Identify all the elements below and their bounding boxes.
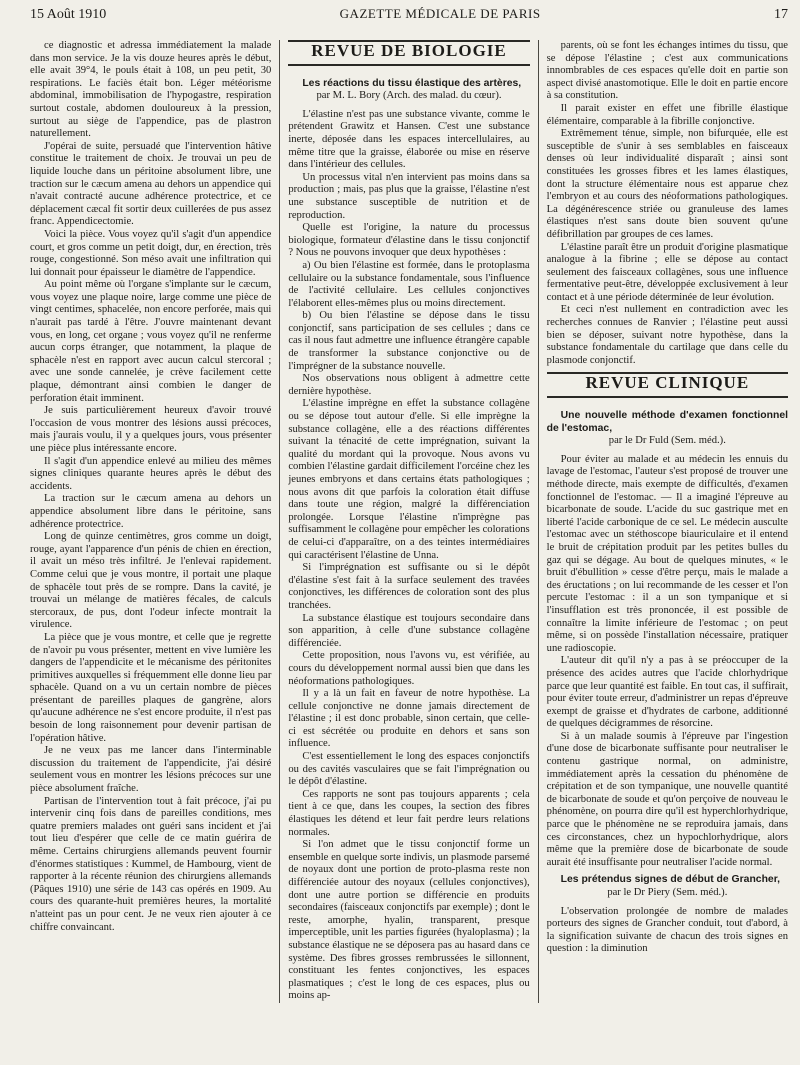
- article-title: Les réactions du tissu élastique des artères,: [302, 77, 522, 89]
- paragraph: L'observation prolongée de nombre de malades porteurs des signes de Grancher conduit, tout d'abord, à la signification suivante de chacun des trois signes en question : la diminution: [546, 905, 788, 955]
- article-body: [547, 906, 788, 956]
- paragraph: Un processus vital n'en intervient pas moins dans sa production ; mais, pas plus que la graisse, l'élastine n'est une substance susceptible de nutrition et de reproduction.: [288, 171, 530, 221]
- issue-date: 15 Août 1910: [30, 7, 107, 22]
- journal-title: GAZETTE MÉDICALE DE PARIS: [339, 6, 541, 21]
- paragraph: L'élastine n'est pas une substance vivante, comme le prétendent Grawitz et Hansen. C'est une substance inerte, déposée dans les espaces intercellulaires, au même titre que la graisse, élaborée ou mise en réserve dans l'intérieur des cellules.: [288, 108, 530, 171]
- column-divider: [279, 40, 280, 1003]
- section-header-biologie: [288, 40, 529, 66]
- page-number: 17: [773, 7, 788, 22]
- paragraph: ce diagnostic et adressa immédiatement la malade dans mon service. Je la vis douze heures après le début, elle avait 39°4, le pouls était à 108, un peu petit, 30 respirations. Le faciès était bon. Léger météorisme abdominal, immobilisation de l'hypogastre, respiration surtout costale, abdomen douloureux à la pression, surtout au siège de l'appendice, pas de plastron naturellement.: [30, 40, 272, 140]
- column-2: [288, 40, 529, 1003]
- paragraph: Si l'imprégnation est suffisante ou si le dépôt d'élastine s'est fait à la surface seulement des travées conjonctives, les différences de coloration sont des plus tranchées.: [288, 562, 530, 611]
- paragraph: Cette proposition, nous l'avons vu, est vérifiée, au cours du développement normal aussi bien que dans les néoformations pathologiques.: [288, 650, 530, 687]
- paragraph: Et ceci n'est nullement en contradiction avec les recherches connues de Ranvier ; l'élastine peut aussi bien se déposer, suivant notre hypothèse, dans la substance fondamentale du cartilage que dans celle du plasmode conjonctif.: [546, 304, 788, 366]
- article-byline: par le Dr Fuld (Sem. méd.).: [608, 435, 726, 447]
- column-divider: [538, 40, 539, 1003]
- paragraph: Si l'on admet que le tissu conjonctif forme un ensemble en quelque sorte indivis, un plasmode parsemé de noyaux dont une portion de proto-plasma reste non différenciée autour des noyaux (cellules conjonctives), dont une autre portion se différencie en produits secondaires (faisceaux conjonctifs par exemple) ; dont le reste, amorphe, hyalin, transparent, presque imperceptible, unit les parties figurées (hyaloplasma) ; la substance élastique ne se déposera pas au hasard dans ce système. Des fibres grosses rembrussées le sillonnent, constituant les fentes conjonctives, les espaces plasmatiques ; c'est le long de ces espaces, plus ou moins ap-: [288, 839, 530, 1002]
- column-3: [547, 40, 788, 1003]
- column-1: [30, 40, 271, 1003]
- paragraph: Je ne veux pas me lancer dans l'interminable discussion du traitement de l'appendicite, j'ai désiré seulement vous en montrer les lésions précoces sur une pièce absolument fraîche.: [30, 745, 272, 795]
- article-byline: par M. L. Bory (Arch. des malad. du cœur).: [316, 90, 502, 102]
- paragraph: J'opérai de suite, persuadé que l'intervention hâtive constitue le traitement de choix. Je trouvai un peu de liquide louche dans un péritoine absolument libre, une traction sur le cæcum amena au dehors un appendice qui n'avait contracté aucune adhérence protectrice, et ce déplacement cæcal fit sortir deux cuillerées de pus assez franc. Appendicectomie.: [30, 140, 272, 228]
- paragraph: Long de quinze centimètres, gros comme un doigt, rouge, ayant l'apparence d'un pénis de chien en érection, il avait un méso très infiltré. Je l'enlevai rapidement. Comme celui que je vous montre, il portait une plaque de sphacèle tout près de se rompre. Dans la cavité, je trouvai un mélange de matières fécales, de calculs stercoraux, de pus, dont l'odeur infecte montrait la virulence.: [30, 531, 272, 631]
- paragraph: Il y a là un fait en faveur de notre hypothèse. La cellule conjonctive ne donne jamais directement de l'élastine ; il est donc probable, sinon certain, que celle-ci est sécrétée ou produite en dehors et sans son influence.: [288, 688, 530, 750]
- article-title: Les prétendus signes de début de Grancher,: [560, 874, 781, 886]
- section-title: REVUE DE BIOLOGIE: [311, 41, 507, 60]
- article-body: [547, 454, 788, 870]
- article-continuation: [547, 40, 788, 367]
- paragraph: Il s'agit d'un appendice enlevé au milieu des mêmes signes cliniques quarante heures après le début des accidents.: [30, 455, 272, 492]
- paragraph: La substance élastique est toujours secondaire dans son apparition, à celle d'une substance collagène différenciée.: [288, 612, 530, 649]
- article-body: [288, 109, 529, 1003]
- paragraph: Au point même où l'organe s'implante sur le cæcum, vous voyez une plaque noire, large comme une pièce de vingt centimes, sphacelée, non encore perforée, mais qui n'aurait pas tardé à l'être. J'ouvre maintenant devant vous, en long, cet organe ; vous voyez qu'il ne renferme aucun corps étranger, que notamment, la plaque de sphacèle n'est en rapport avec aucun calcul stercoral ; avec une sonde cannelée, je crève facilement cette plaque, démontrant ainsi combien le danger de perforation était imminent.: [30, 279, 272, 404]
- paragraph: Extrêmement ténue, simple, non bifurquée, elle est susceptible de s'unir à ses semblables en faisceaux denses où leur individualité disparaît ; ainsi sont constituées les grosses fibres et les lames élastiques, dont la structure élémentaire nous est apparue chez l'embryon et au cours des néoformations pathologiques. La dégénérescence striée ou granuleuse des lames élastiques n'est sans doute bien souvent qu'une défibrillation par groupes de ces lames.: [546, 128, 788, 240]
- paragraph: L'auteur dit qu'il n'y a pas à se préoccuper de la présence des acides autres que l'acide chlorhydrique parce que leur quantité est faible. En tout cas, il suffirait, pour éviter toute erreur, d'administrer un repas d'épreuve exempt de graisse et d'hydrates de carbone, additionné de quelques décigrammes de résorcine.: [546, 655, 788, 730]
- paragraph: b) Ou bien l'élastine se dépose dans le tissu conjonctif, sans participation de ses cellules ; dans ce cas il nous faut admettre une influence étrangère capable de transformer la substance conjonctive ou de l'imprégner de la substance nouvelle.: [288, 310, 530, 372]
- paragraph: L'élastine paraît être un produit d'origine plasmatique analogue à la fibrine ; elle se dépose au contact seulement des faisceaux collagènes, sous une influence fermentative peut-être, développée exclusivement à leur contact et à une période déterminée de leur évolution.: [546, 241, 788, 303]
- paragraph: Quelle est l'origine, la nature du processus biologique, formateur d'élastine dans le tissu conjonctif ? Nous ne pouvons invoquer que deux hypothèses :: [288, 222, 530, 259]
- paragraph: Ces rapports ne sont pas toujours apparents ; cela tient à ce que, dans les coupes, la section des fibres élastiques les détend et leur fait perdre leurs relations normales.: [288, 788, 530, 838]
- paragraph: L'élastine imprègne en effet la substance collagène ou se dépose tout autour d'elle. Si elle imprègne la substance collagène, elle a des réactions différentes suivant la ténacité de cette imprégnation, suivant la qualité du mordant qui la provoque. Nous avons vu combien l'élastine gardait difficilement l'orcéine chez les jeunes embryons et dans certains états pathologiques ; nous avons dit que parfois la coloration était diffuse dans toute une région, malgré la différenciation prolongée. Lorsque l'élastine n'imprègne pas suffisamment le collagène pour empêcher les colorations de celui-ci d'apparaître, on a des teintes intermédiaires qui caractérisent l'élastine de Unna.: [288, 398, 530, 561]
- article-title: Une nouvelle méthode d'examen fonctionnel de l'estomac,: [546, 410, 788, 434]
- paragraph: Si à un malade soumis à l'épreuve par l'ingestion d'une dose de bicarbonate suffisante pour neutraliser le contenu gastrique normal, on administre, immédiatement après la cessation du phénomène de crépitation et de son tympanique, une nouvelle quantité de bicarbonate de soude et qu'on perçoive de nouveau le phénomène, on pourra dire qu'il est hyperchlorhydrique, parce que le phénomène ne se reproduira jamais, dans ces circonstances, chez un hypochlorhydrique, alors même que la première dose de bicarbonate de soude aurait été insuffisante pour neutraliser l'acide normal.: [546, 730, 788, 868]
- paragraph: Je suis particulièrement heureux d'avoir trouvé l'occasion de vous montrer des lésions aussi précoces, mais j'aurais voulu, il y a quelques jours, vous présenter une pièce plus intéressante encore.: [30, 405, 272, 454]
- article-byline: par le Dr Piery (Sem. méd.).: [607, 887, 728, 898]
- paragraph: C'est essentiellement le long des espaces conjonctifs ou des cavités vasculaires que se fait l'imprégnation ou le dépôt d'élastine.: [288, 751, 530, 788]
- paragraph: Il parait exister en effet une fibrille élastique élémentaire, comparable à la fibrille conjonctive.: [546, 102, 788, 127]
- paragraph: La traction sur le cæcum amena au dehors un appendice absolument libre dans le péritoine, sans adhérence protectrice.: [30, 493, 272, 530]
- paragraph: a) Ou bien l'élastine est formée, dans le protoplasma cellulaire ou la substance fondamentale, sous l'influence de l'activité cellulaire. Les cellules conjonctives l'élaborent elles-mêmes plus ou moins directement.: [288, 259, 530, 309]
- paragraph: La pièce que je vous montre, et celle que je regrette de n'avoir pu vous présenter, mettent en vive lumière les dangers de l'appendicite et le mécanisme des péritonites primitives auxquelles si fréquemment elle donne lieu par sphacèle. Quand on a vu un certain nombre de pièces présentant de pareilles plaques de gangrène, alors qu'aucune adhérence ne s'est encore produite, il n'est pas besoin de long raisonnement pour devenir partisan de l'opération hâtive.: [30, 631, 272, 744]
- paragraph: Partisan de l'intervention tout à fait précoce, j'ai pu intervenir cinq fois dans de pareilles conditions, mes quatre premiers malades ont guéri sans incident et j'ai tout lieu d'espérer que celle de ce matin guérira de même. Certains chirurgiens allemands peuvent fournir d'énormes statistiques : Kummel, de Hambourg, vient de rapporter à la récente réunion des chirurgiens allemands (Pâques 1910) une série de 143 cas opérés en 1909. Au cours des quarante-huit premières heures, la mortalité n'atteint pas un pour cent. Je ne veux rien ajouter à ce chiffre convaincant.: [30, 795, 272, 933]
- paragraph: Nos observations nous obligent à admettre cette dernière hypothèse.: [288, 373, 530, 397]
- paragraph: Voici la pièce. Vous voyez qu'il s'agit d'un appendice court, et gros comme un petit doigt, dur, en érection, très rouge, congestionné. Son méso avait une infiltration qui lui donnait pour épaisseur le diamètre de l'appendice.: [30, 228, 272, 278]
- page-header: [30, 6, 788, 26]
- text-columns: [30, 40, 788, 1003]
- section-header-clinique: [547, 372, 788, 398]
- section-title: REVUE CLINIQUE: [585, 373, 750, 393]
- paragraph: parents, où se font les échanges intimes du tissu, que se dépose l'élastine ; c'est aux communications innombrables de ces espaces qu'elle doit en partie son aspect divisé anastomotique. Elle le doit en partie encore à sa constitution.: [546, 40, 788, 102]
- paragraph: Pour éviter au malade et au médecin les ennuis du lavage de l'estomac, l'auteur s'est proposé de trouver une méthode directe, mais exempte de difficultés, d'examen fonctionnel de l'estomac. — Il a imaginé l'épreuve au bicarbonate de soude. L'acide du suc gastrique met en liberté l'acide carbonique de ce sel. Le médecin ausculte l'estomac avec un stéthoscope biauriculaire et il entend le bruit de crépitation produit par les petites bulles du gaz qui se dégage. Au bout de quelques minutes, « le bruit d'ébullition » cesse d'être perçu, mais le malade a des éructations ; on lui recommande de les cesser et l'on percute l'estomac : il a un son tympanique et si l'insufflation est très prononcée, il est possible de connaître la limite inférieure de l'estomac ; on peut même, si on possède l'installation nécessaire, pratiquer une radioscopie.: [546, 453, 788, 654]
